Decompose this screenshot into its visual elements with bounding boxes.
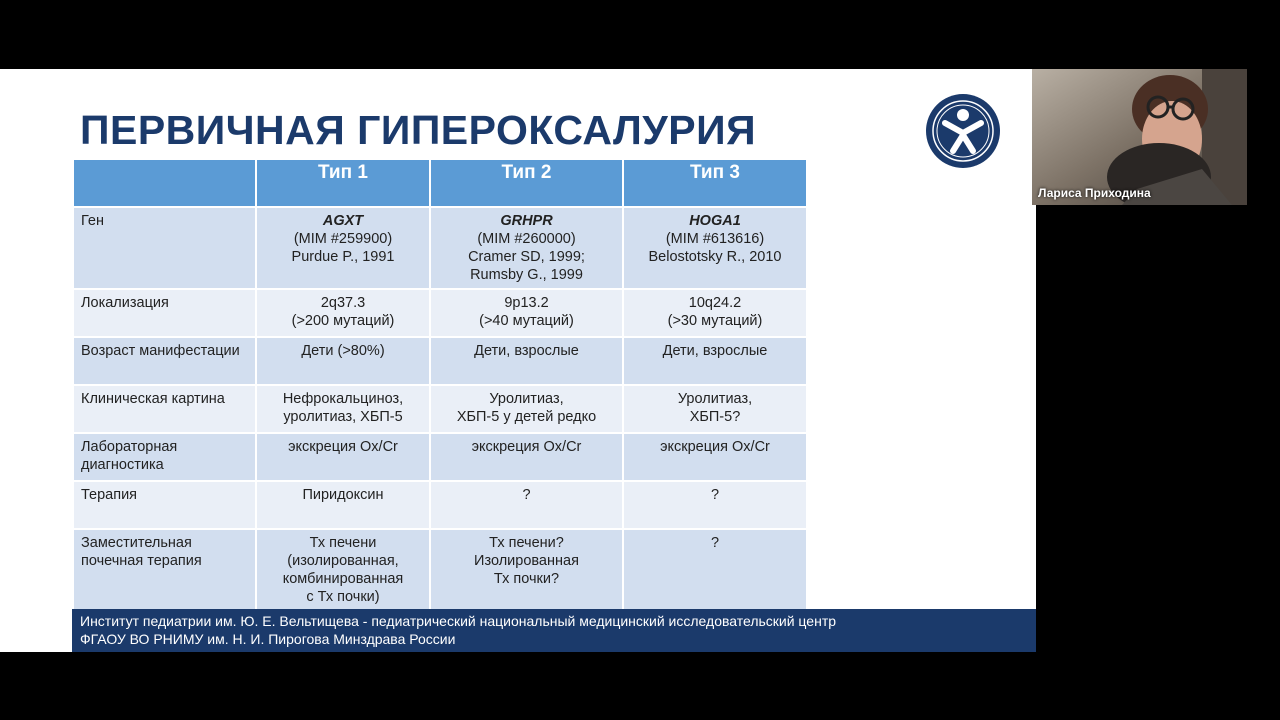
cell-line: уролитиаз, ХБП-5 [283, 409, 403, 425]
cell-line: Уролитиаз, [489, 391, 564, 407]
table-cell [623, 433, 807, 481]
table-row [73, 337, 807, 385]
table-cell [256, 289, 430, 337]
header-cell [73, 159, 256, 207]
footer-line: Институт педиатрии им. Ю. Е. Вельтищева - педиатрический национальный медицинский исследовательский центр [80, 613, 837, 629]
row-label: Лабораторная диагностика [73, 433, 256, 481]
table-cell [430, 289, 623, 337]
cell-line: Дети (>80%) [301, 343, 385, 359]
table-cell [623, 529, 807, 611]
row-label: Возраст манифестации [73, 337, 256, 385]
table-cell [256, 207, 430, 289]
cell-line: Belostotsky R., 2010 [648, 249, 782, 265]
slide-title: ПЕРВИЧНАЯ ГИПЕРОКСАЛУРИЯ [80, 107, 757, 153]
cell-line: Тх почки? [493, 571, 560, 587]
cell-line: экскреция Ox/Cr [660, 439, 770, 455]
cell-line: Purdue P., 1991 [291, 249, 395, 265]
gene-name: AGXT [322, 213, 364, 229]
row-label: Терапия [73, 481, 256, 529]
cell-line: (>200 мутаций) [291, 313, 395, 329]
cell-line: ? [522, 487, 531, 503]
cell-line: Дети, взрослые [662, 343, 768, 359]
row-label: Клиническая картина [73, 385, 256, 433]
cell-line: (MIM #260000) [477, 231, 576, 247]
hyperoxaluria-table [72, 158, 808, 612]
table-cell [623, 385, 807, 433]
header-cell: Тип 1 [256, 159, 430, 207]
table-cell [256, 433, 430, 481]
footer-line: ФГАОУ ВО РНИМУ им. Н. И. Пирогова Минздрава России [80, 631, 456, 647]
table-cell [256, 385, 430, 433]
table-cell [430, 385, 623, 433]
presentation-slide [0, 69, 1036, 652]
table-cell [623, 289, 807, 337]
table-cell [430, 481, 623, 529]
table-cell [623, 207, 807, 289]
header-cell: Тип 2 [430, 159, 623, 207]
cell-line: с Тх почки) [306, 589, 380, 605]
table-row [73, 529, 807, 611]
gene-name: GRHPR [500, 213, 553, 229]
cell-line: Уролитиаз, [677, 391, 753, 407]
cell-line: экскреция Ox/Cr [288, 439, 398, 455]
cell-line: Пиридоксин [302, 487, 384, 503]
cell-line: 2q37.3 [320, 295, 366, 311]
institute-logo-icon [925, 93, 1001, 169]
gene-name: HOGA1 [689, 213, 741, 229]
participant-name: Лариса Приходина [1038, 186, 1151, 200]
cell-line: ХБП-5 у детей редко [456, 409, 597, 425]
slide-footer [72, 609, 1036, 652]
table-row [73, 207, 807, 289]
table-cell [256, 529, 430, 611]
cell-line: 10q24.2 [688, 295, 742, 311]
cell-line: (>40 мутаций) [479, 313, 574, 329]
table-cell [256, 481, 430, 529]
cell-line: (>30 мутаций) [667, 313, 763, 329]
table-cell [623, 481, 807, 529]
table-cell [430, 337, 623, 385]
table-row [73, 385, 807, 433]
table-cell [430, 433, 623, 481]
cell-line: ХБП-5? [689, 409, 741, 425]
table-cell [256, 337, 430, 385]
row-label: Заместительная почечная терапия [73, 529, 256, 611]
table-row [73, 289, 807, 337]
cell-line: (MIM #259900) [293, 231, 393, 247]
table-cell [430, 207, 623, 289]
cell-line: комбинированная [282, 571, 404, 587]
cell-line: 9p13.2 [504, 295, 549, 311]
table-cell [430, 529, 623, 611]
participant-video-tile[interactable] [1032, 69, 1247, 205]
cell-line: ? [710, 535, 720, 551]
header-cell: Тип 3 [623, 159, 807, 207]
table-row [73, 433, 807, 481]
table-header-row [73, 159, 807, 207]
row-label: Локализация [73, 289, 256, 337]
participant-video-icon [1032, 69, 1247, 205]
cell-line: Тх печени? [489, 535, 564, 551]
cell-line: Cramer SD, 1999; [468, 249, 585, 265]
cell-line: Rumsby G., 1999 [470, 267, 583, 283]
cell-line: Изолированная [474, 553, 579, 569]
cell-line: экскреция Ox/Cr [471, 439, 582, 455]
cell-line: Нефрокальциноз, [282, 391, 404, 407]
row-label: Ген [73, 207, 256, 289]
cell-line: Дети, взрослые [474, 343, 579, 359]
cell-line: (MIM #613616) [665, 231, 765, 247]
table-row [73, 481, 807, 529]
table-cell [623, 337, 807, 385]
cell-line: (изолированная, [287, 553, 399, 569]
cell-line: ? [710, 487, 720, 503]
cell-line: Тх печени [309, 535, 377, 551]
